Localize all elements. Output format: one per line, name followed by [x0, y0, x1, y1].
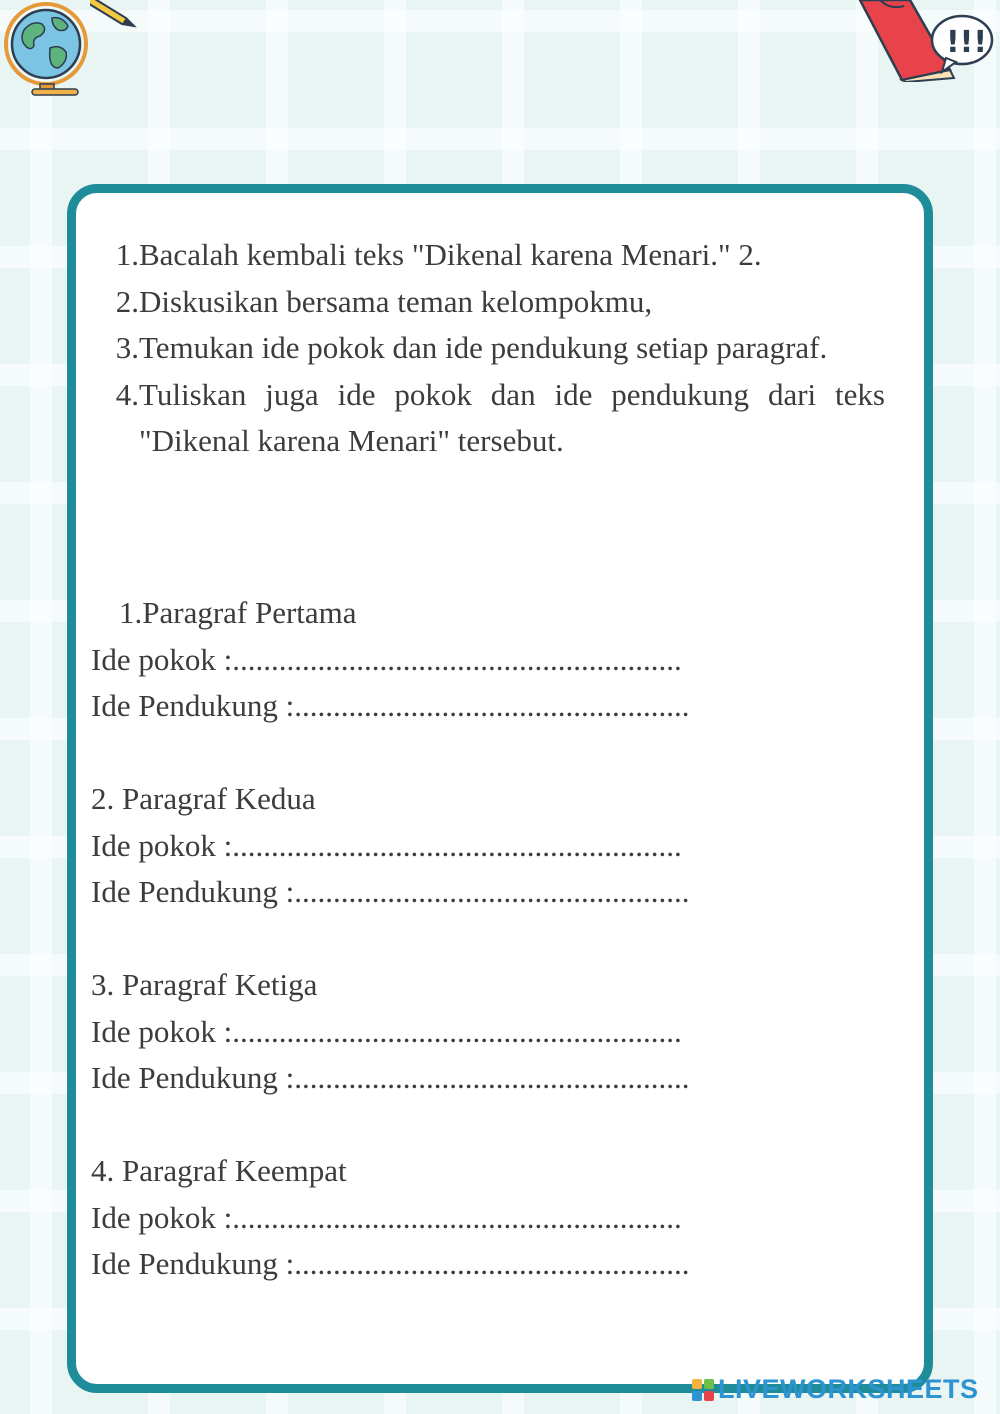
ide-pendukung-field[interactable]: Ide Pendukung :...................................................: [91, 688, 690, 723]
paragraph-sections: [91, 590, 811, 1288]
instruction-item: 2. Diskusikan bersama teman kelompokmu,: [115, 283, 653, 319]
book-speech-bubble-icon: [850, 0, 1000, 82]
instruction-item: 1. Bacalah kembali teks "Dikenal karena Menari." 2.: [115, 237, 762, 272]
instruction-item: 4. Tuliskan juga ide pokok dan ide pendukung dari teks "Dikenal karena Menari" tersebut.: [115, 376, 885, 458]
ide-pokok-field[interactable]: Ide pokok :..........................................................: [91, 641, 682, 677]
ide-pokok-field[interactable]: Ide pokok :..........................................................: [91, 1013, 682, 1049]
logo-text: LIVEWORKSHEETS: [718, 1374, 979, 1404]
logo-mark-cell: [692, 1379, 702, 1389]
ide-pendukung-field[interactable]: Ide Pendukung :...................................................: [91, 1246, 690, 1281]
ide-pokok-field[interactable]: Ide pokok :..........................................................: [91, 827, 682, 863]
ide-pendukung-field[interactable]: Ide Pendukung :...................................................: [91, 874, 690, 909]
logo-mark-cell: [704, 1391, 714, 1401]
svg-text:!!!: !!!: [946, 25, 988, 60]
ide-pokok-field[interactable]: Ide pokok :..........................................................: [91, 1199, 682, 1235]
section-heading: 4. Paragraf Keempat: [91, 1153, 347, 1188]
section-heading: 2. Paragraf Kedua: [91, 781, 316, 816]
globe-icon: [0, 0, 90, 100]
ide-pendukung-field[interactable]: Ide Pendukung :...................................................: [91, 1060, 690, 1095]
logo-mark-cell: [704, 1379, 714, 1389]
logo-mark-icon: [692, 1379, 714, 1401]
section-heading: 1.Paragraf Pertama: [119, 595, 357, 630]
liveworksheets-logo: [692, 1374, 979, 1405]
pencil-icon: [90, 0, 140, 30]
logo-mark-cell: [692, 1391, 702, 1401]
instruction-item: 3. Temukan ide pokok dan ide pendukung setiap paragraf.: [115, 330, 828, 365]
instruction-list: [107, 232, 885, 465]
section-heading: 3. Paragraf Ketiga: [91, 967, 318, 1002]
